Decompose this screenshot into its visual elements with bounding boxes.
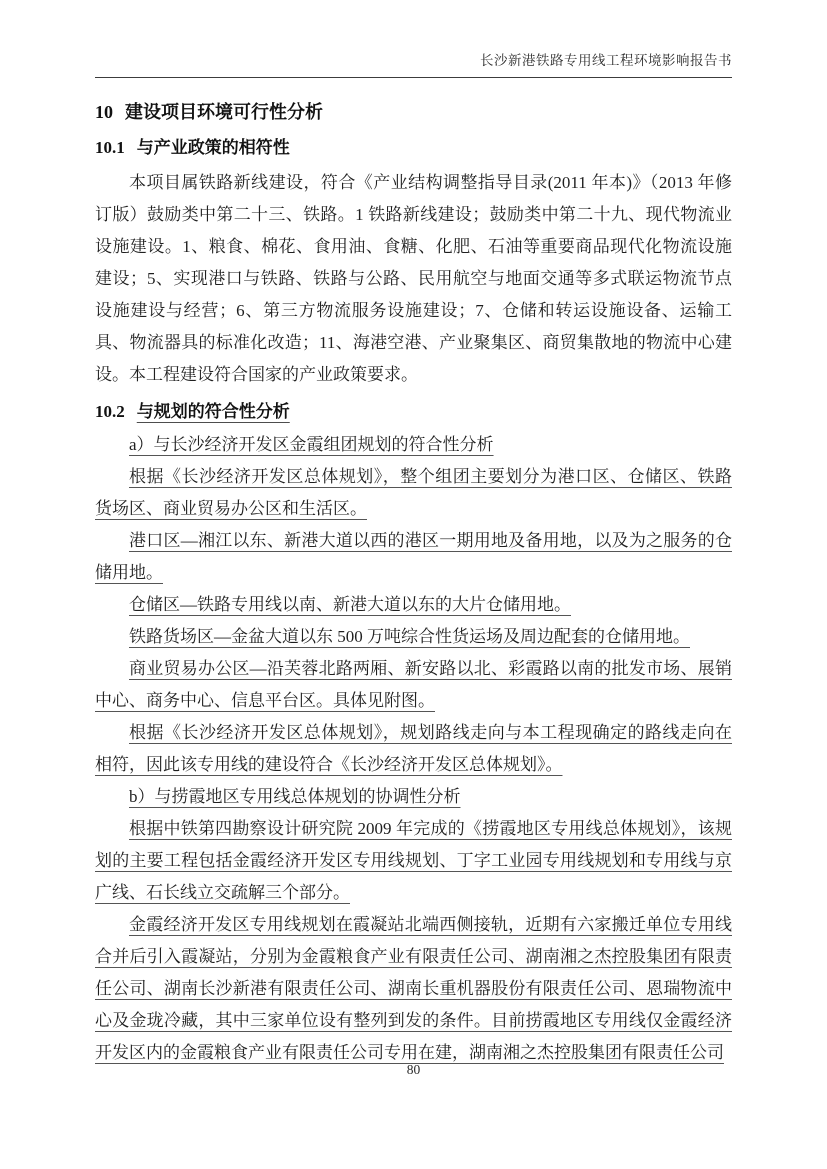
paragraph-storage-area: 仓储区—铁路专用线以南、新港大道以东的大片仓储用地。	[129, 595, 571, 614]
paragraph-laoxia-plan: 根据中铁第四勘察设计研究院 2009 年完成的《捞霞地区专用线总体规划》，该规划的主要工程包括金霞经济开发区专用线规划、丁字工业园专用线规划和专用线与京广线、石长线立交疏解三个部分。	[95, 819, 732, 902]
section-10-1-number: 10.1	[95, 138, 125, 157]
item-b-heading: b）与捞霞地区专用线总体规划的协调性分析	[129, 787, 461, 806]
paragraph-route-alignment: 根据《长沙经济开发区总体规划》，规划路线走向与本工程现确定的路线走向在相符，因此该专用线的建设符合《长沙经济开发区总体规划》。	[95, 723, 732, 774]
section-10-2-number: 10.2	[95, 402, 125, 421]
paragraph-industrial-policy: 本项目属铁路新线建设，符合《产业结构调整指导目录(2011 年本)》（2013 年修订版）鼓励类中第二十三、铁路。1 铁路新线建设；鼓励类中第二十九、现代物流业设施建设。1、粮食、棉花、食用油、食糖、化肥、石油等重要商品现代化物流设施建设；5、实现港口与铁路、铁路与公路、民用航空与地面交通等多式联运物流节点设施建设与经营；6、第三方物流服务设施建设；7、仓储和转运设施设备、运输工具、物流器具的标准化改造；11、海港空港、产业聚集区、商贸集散地的物流中心建设。本工程建设符合国家的产业政策要求。	[95, 173, 732, 384]
page-number: 80	[406, 1062, 421, 1077]
section-10-title: 建设项目环境可行性分析	[125, 102, 323, 123]
paragraph-jinxia-detail: 金霞经济开发区专用线规划在霞凝站北端西侧接轨，近期有六家搬迁单位专用线合并后引入霞凝站，分别为金霞粮食产业有限责任公司、湖南湘之杰控股集团有限责任公司、湖南长沙新港有限责任公司、湖南长重机器股份有限责任公司、恩瑞物流中心及金珑冷藏，其中三家单位设有整列到发的条件。目前捞霞地区专用线仅金霞经济开发区内的金霞粮食产业有限责任公司专用在建，湖南湘之杰控股集团有限责任公司	[95, 915, 732, 1062]
doc-title: 长沙新港铁路专用线工程环境影响报告书	[480, 53, 732, 68]
section-10-1-title: 与产业政策的相符性	[136, 138, 290, 158]
paragraph-commerce-area: 商业贸易办公区—沿芙蓉北路两厢、新安路以北、彩霞路以南的批发市场、展销中心、商务中心、信息平台区。具体见附图。	[95, 659, 732, 710]
section-10-1-heading	[95, 135, 732, 161]
paragraph-overall-plan: 根据《长沙经济开发区总体规划》，整个组团主要划分为港口区、仓储区、铁路货场区、商业贸易办公区和生活区。	[95, 467, 732, 518]
paragraph-port-area: 港口区—湘江以东、新港大道以西的港区一期用地及备用地，以及为之服务的仓储用地。	[95, 531, 732, 582]
page-footer	[0, 1062, 827, 1078]
paragraph-rail-freight-area: 铁路货场区—金盆大道以东 500 万吨综合性货运场及周边配套的仓储用地。	[129, 627, 690, 646]
section-10-number: 10	[95, 102, 113, 122]
section-10-2-title: 与规划的符合性分析	[136, 402, 290, 422]
page-header	[95, 52, 732, 78]
item-a-heading: a）与长沙经济开发区金霞组团规划的符合性分析	[129, 435, 494, 454]
section-10-heading	[95, 100, 732, 125]
section-10-2-heading	[95, 399, 732, 425]
